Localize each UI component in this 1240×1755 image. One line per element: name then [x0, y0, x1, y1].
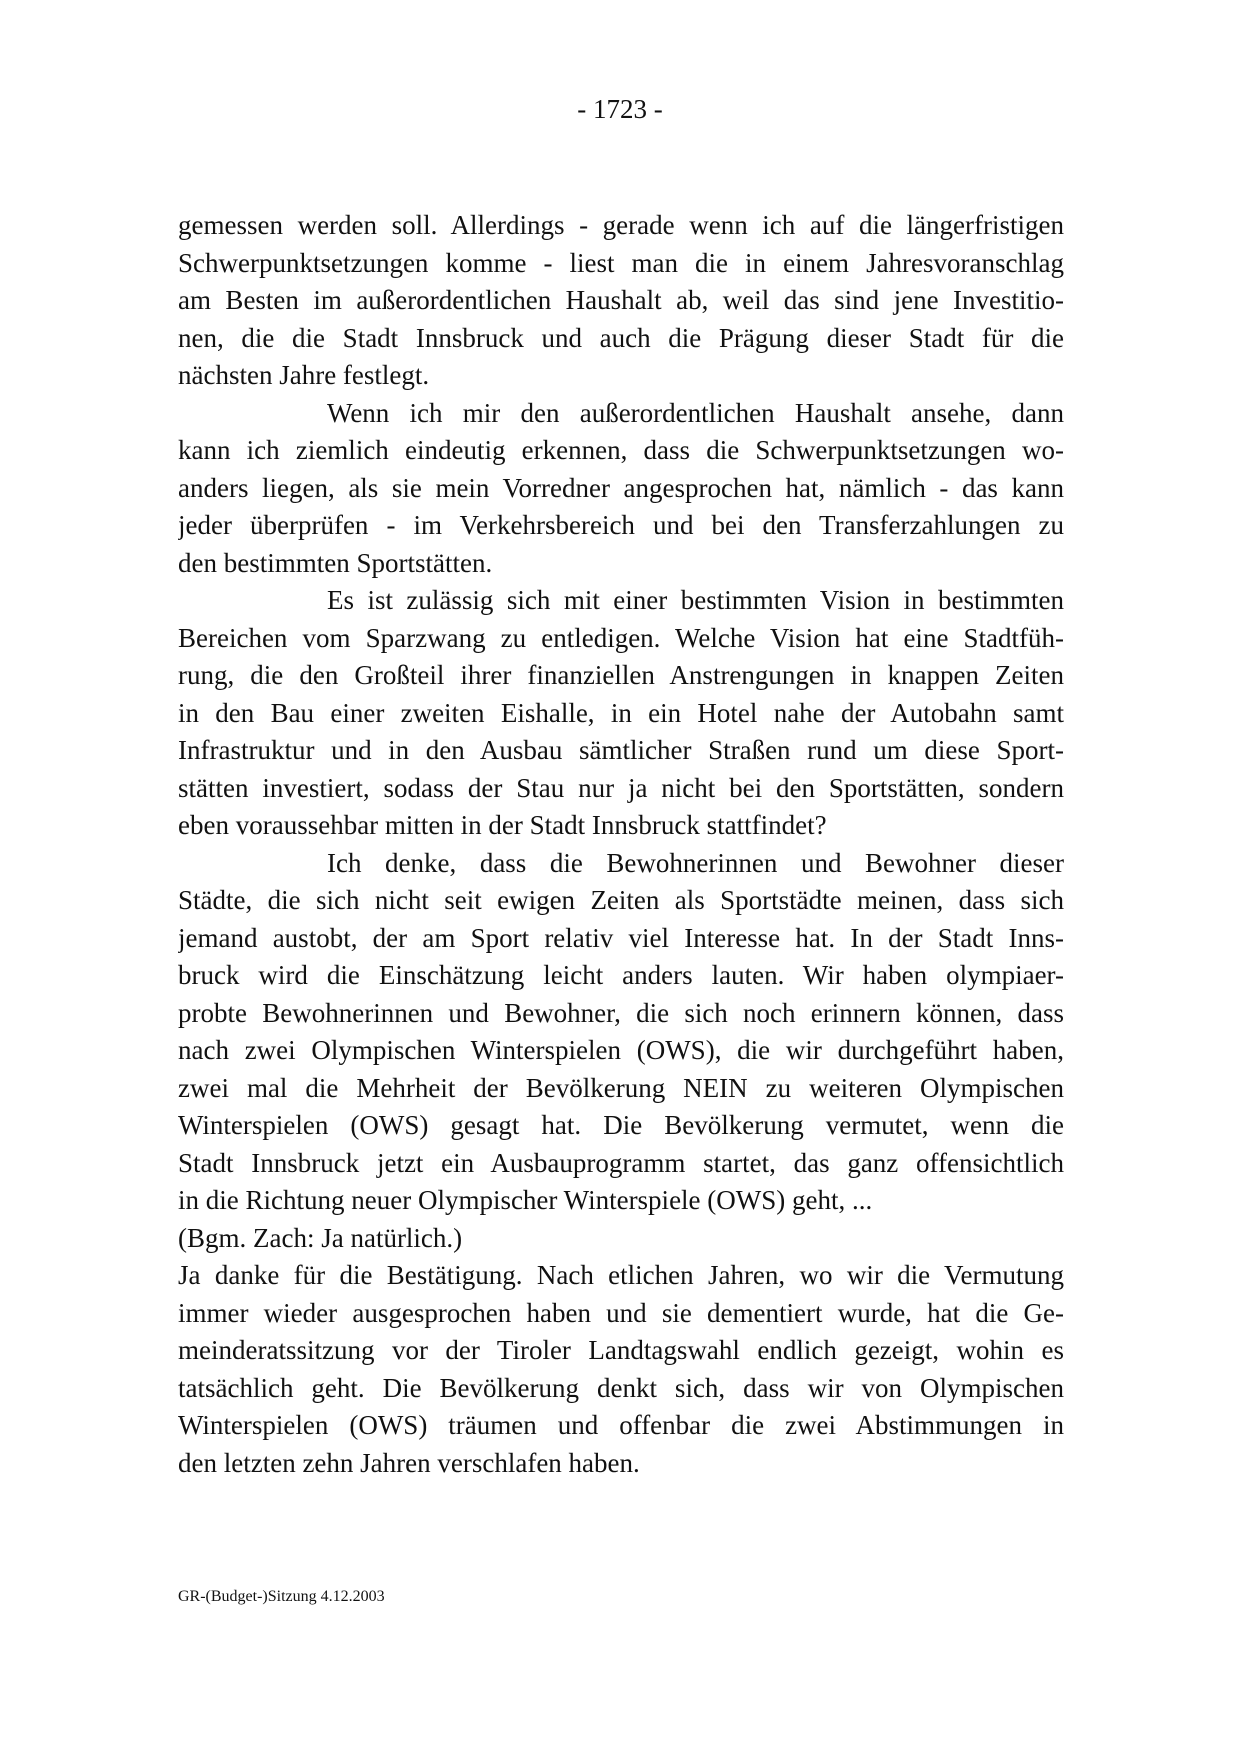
text-line: den bestimmten Sportstätten. [178, 547, 493, 578]
text-line: Bereichen vom Sparzwang zu entledigen. Welche Vision hat eine Stadtfüh- [178, 622, 1064, 653]
text-line: jeder überprüfen - im Verkehrsbereich und bei den Transferzahlungen zu [178, 510, 1064, 540]
text-line: stätten investiert, sodass der Stau nur ja nicht bei den Sportstätten, sondern [178, 772, 1064, 803]
paragraph [178, 582, 1064, 845]
text-line: probte Bewohnerinnen und Bewohner, die sich noch erinnern können, dass [178, 997, 1064, 1028]
text-line: Schwerpunktsetzungen komme - liest man die in einem Jahresvoranschlag [178, 247, 1064, 278]
paragraph [178, 1257, 1064, 1482]
text-line: anders liegen, als sie mein Vorredner angesprochen hat, nämlich - das kann [178, 472, 1064, 503]
text-line: (Bgm. Zach: Ja natürlich.) [178, 1222, 463, 1253]
text-line: Winterspielen (OWS) träumen und offenbar die zwei Abstimmungen in [178, 1410, 1064, 1440]
text-line: Ich denke, dass die Bewohnerinnen und Bewohner dieser [327, 847, 1064, 878]
text-line: Wenn ich mir den außerordentlichen Haushalt ansehe, dann [327, 397, 1064, 428]
text-line: Stadt Innsbruck jetzt ein Ausbauprogramm startet, das ganz offensichtlich [178, 1147, 1064, 1178]
text-line: gemessen werden soll. Allerdings - gerade wenn ich auf die längerfristigen [178, 210, 1064, 240]
text-line: tatsächlich geht. Die Bevölkerung denkt sich, dass wir von Olympischen [178, 1372, 1064, 1403]
interjection [178, 1220, 1064, 1258]
text-line: kann ich ziemlich eindeutig erkennen, dass die Schwerpunktsetzungen wo- [178, 435, 1064, 465]
text-line: Winterspielen (OWS) gesagt hat. Die Bevölkerung vermutet, wenn die [178, 1110, 1064, 1140]
text-line: eben voraussehbar mitten in der Stadt Innsbruck stattfindet? [178, 810, 827, 840]
text-line: immer wieder ausgesprochen haben und sie dementiert wurde, hat die Ge- [178, 1297, 1064, 1328]
text-line: nen, die die Stadt Innsbruck und auch die Prägung dieser Stadt für die [178, 322, 1064, 353]
footer: GR-(Budget-)Sitzung 4.12.2003 [178, 1588, 385, 1605]
page-number: - 1723 - [577, 94, 663, 124]
text-line: Ja danke für die Bestätigung. Nach etlichen Jahren, wo wir die Vermutung [178, 1260, 1064, 1290]
text-line: in den Bau einer zweiten Eishalle, in ein Hotel nahe der Autobahn samt [178, 697, 1064, 728]
paragraph [178, 845, 1064, 1220]
text-line: am Besten im außerordentlichen Haushalt ab, weil das sind jene Investitio- [178, 285, 1064, 315]
body-text [178, 207, 1064, 1482]
paragraph [178, 207, 1064, 395]
text-line: jemand austobt, der am Sport relativ viel Interesse hat. In der Stadt Inns- [178, 922, 1064, 953]
text-line: meinderatssitzung vor der Tiroler Landtagswahl endlich gezeigt, wohin es [178, 1335, 1064, 1365]
text-line: den letzten zehn Jahren verschlafen haben. [178, 1447, 640, 1478]
text-line: zwei mal die Mehrheit der Bevölkerung NEIN zu weiteren Olympischen [178, 1072, 1064, 1103]
text-line: Infrastruktur und in den Ausbau sämtlicher Straßen rund um diese Sport- [178, 735, 1064, 765]
text-line: in die Richtung neuer Olympischer Winterspiele (OWS) geht, ... [178, 1185, 873, 1215]
text-line: bruck wird die Einschätzung leicht anders lauten. Wir haben olympiaer- [178, 960, 1064, 990]
text-line: Es ist zulässig sich mit einer bestimmten Vision in bestimmten [327, 585, 1064, 615]
text-line: nächsten Jahre festlegt. [178, 360, 430, 390]
text-line: Städte, die sich nicht seit ewigen Zeiten als Sportstädte meinen, dass sich [178, 885, 1064, 915]
text-line: nach zwei Olympischen Winterspielen (OWS), die wir durchgeführt haben, [178, 1035, 1064, 1065]
text-line: rung, die den Großteil ihrer finanziellen Anstrengungen in knappen Zeiten [178, 660, 1064, 690]
paragraph [178, 395, 1064, 583]
